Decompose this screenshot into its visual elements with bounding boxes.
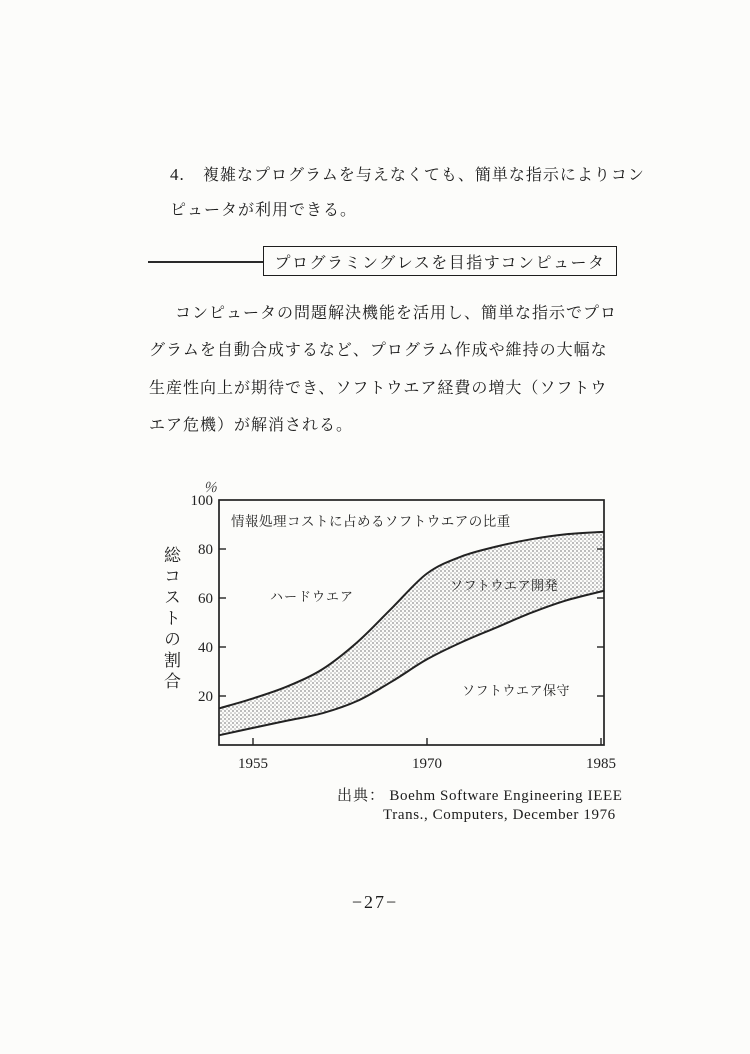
y-tick-label: 80 [198, 542, 213, 558]
page-number: −27− [351, 892, 399, 912]
x-tick-label: 1985 [586, 756, 616, 772]
software-maintenance-label: ソフトウエア保守 [462, 683, 571, 698]
paragraph-line: コンピュータの問題解決機能を活用し、簡単な指示でプロ [175, 305, 618, 322]
software-development-label: ソフトウエア開発 [450, 578, 559, 593]
chart-title: 情報処理コストに占めるソフトウエアの比重 [231, 514, 511, 529]
item4-number: 4. [170, 165, 185, 184]
boxed-heading: プログラミングレスを目指すコンピュータ [263, 246, 617, 276]
citation-label: 出典： [337, 788, 386, 804]
paragraph-line: 生産性向上が期待でき、ソフトウエア経費の増大（ソフトウ [149, 380, 608, 397]
y-tick-label: 40 [198, 640, 213, 656]
x-tick-label: 1970 [412, 756, 442, 772]
chart-y-axis-title: 総コストの割合 [161, 546, 180, 693]
source-citation [337, 784, 623, 823]
y-unit-label: ％ [203, 481, 217, 496]
cost-chart-svg [140, 462, 650, 780]
paragraph-line: エア危機）が解消される。 [149, 417, 354, 434]
y-tick-label: 20 [198, 689, 213, 705]
y-tick-label: 60 [198, 591, 213, 607]
citation-line1: Boehm Software Engineering IEEE [389, 788, 623, 804]
heading-leader-line [148, 261, 264, 263]
software-development-band [219, 532, 604, 735]
x-tick-label: 1955 [238, 756, 268, 772]
y-tick-label: 100 [190, 493, 213, 509]
paragraph-line: グラムを自動合成するなど、プログラム作成や維持の大幅な [149, 342, 608, 359]
item4-line1: 複雑なプログラムを与えなくても、簡単な指示によりコン [203, 167, 645, 184]
item4-line2: ピュータが利用できる。 [170, 202, 358, 219]
citation-line2: Trans., Computers, December 1976 [383, 807, 616, 823]
hardware-region-label: ハードウエア [270, 589, 355, 604]
